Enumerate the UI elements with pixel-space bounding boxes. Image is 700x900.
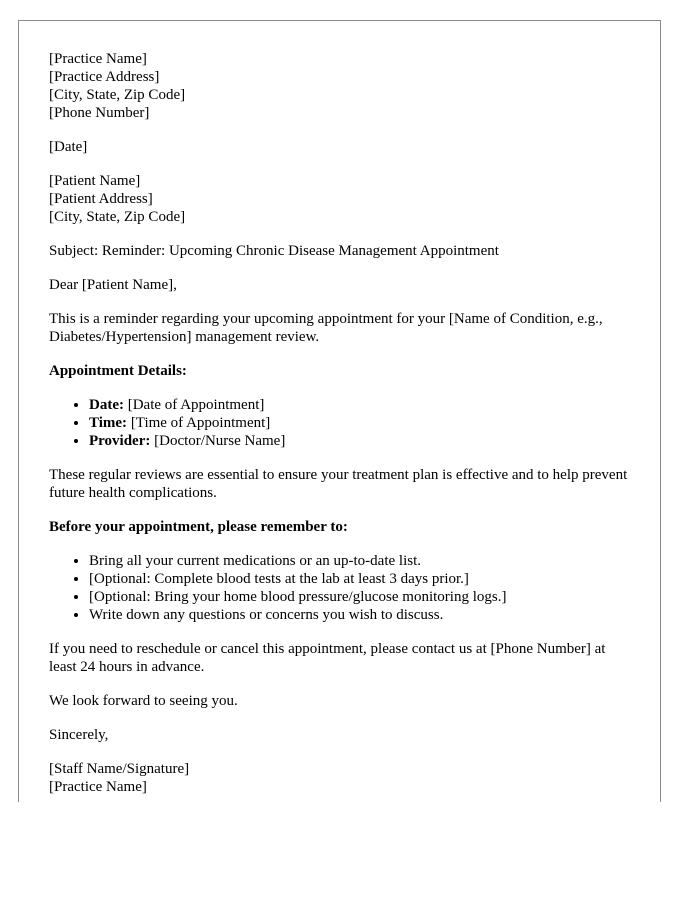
reminders-heading-block [49, 518, 634, 536]
details-list [49, 396, 634, 450]
reschedule-paragraph-block [49, 640, 634, 676]
sender-block [49, 50, 634, 122]
intro-paragraph-block [49, 310, 634, 346]
reminder-item: • Write down any questions or concerns you wish to discuss. [89, 606, 634, 624]
signoff: Sincerely, [49, 727, 109, 743]
detail-item-time [89, 414, 634, 432]
reminders-heading: Before your appointment, please remember to: [49, 519, 348, 535]
reminders-list [49, 552, 634, 624]
closing-line-block [49, 692, 634, 710]
signature-block [49, 760, 634, 796]
detail-item-provider [89, 432, 634, 450]
date-block [49, 138, 634, 156]
reminder-item: • Bring all your current medications or an up-to-date list. [89, 552, 634, 570]
signoff-block [49, 726, 634, 744]
closing-line: We look forward to seeing you. [49, 693, 238, 709]
intro-paragraph: This is a reminder regarding your upcoming appointment for your [Name of Condition, e.g., Diabetes/Hypertension] management review. [49, 311, 603, 345]
signature-practice: [Practice Name] [49, 779, 147, 795]
detail-label: Date: [89, 397, 124, 413]
salutation-block [49, 276, 634, 294]
sender-name: [Practice Name] [49, 51, 147, 67]
sender-phone: [Phone Number] [49, 105, 150, 121]
reschedule-paragraph: If you need to reschedule or cancel this appointment, please contact us at [Phone Number] at least 24 hours in advance. [49, 641, 606, 675]
recipient-address: [Patient Address] [49, 191, 153, 207]
reminder-item: • [Optional: Complete blood tests at the lab at least 3 days prior.] [89, 570, 634, 588]
letter-content [49, 50, 634, 802]
sender-address: [Practice Address] [49, 69, 160, 85]
reminder-item: • [Optional: Bring your home blood pressure/glucose monitoring logs.] [89, 588, 634, 606]
detail-label: Time: [89, 415, 128, 431]
detail-value: [Time of Appointment] [130, 415, 271, 431]
importance-paragraph-block [49, 466, 634, 502]
detail-label: Provider: [89, 433, 151, 449]
salutation: Dear [Patient Name], [49, 277, 177, 293]
subject-line: Subject: Reminder: Upcoming Chronic Disease Management Appointment [49, 243, 499, 259]
details-heading-block [49, 362, 634, 380]
sender-city: [City, State, Zip Code] [49, 87, 186, 103]
recipient-name: [Patient Name] [49, 173, 141, 189]
details-heading: Appointment Details: [49, 363, 187, 379]
detail-value: [Doctor/Nurse Name] [154, 433, 286, 449]
detail-value: [Date of Appointment] [127, 397, 265, 413]
detail-item-date [89, 396, 634, 414]
recipient-block [49, 172, 634, 226]
recipient-city: [City, State, Zip Code] [49, 209, 186, 225]
letter-date: [Date] [49, 139, 88, 155]
letter-page [18, 20, 661, 802]
subject-block [49, 242, 634, 260]
signature-staff: [Staff Name/Signature] [49, 761, 190, 777]
importance-paragraph: These regular reviews are essential to ensure your treatment plan is effective and to help prevent future health complications. [49, 467, 628, 501]
